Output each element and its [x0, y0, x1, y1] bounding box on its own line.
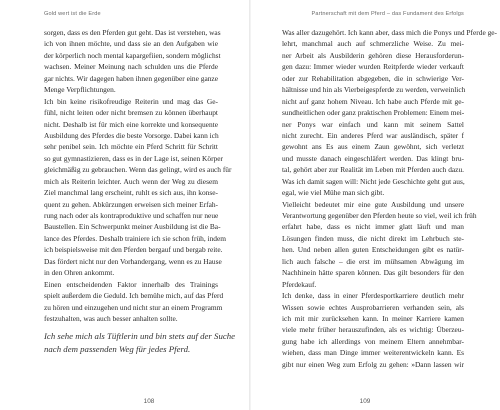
body-line: spielt außerdem die Geduld. Ich bemühe mich, auf das Pferd	[44, 291, 224, 301]
body-line: Lösungen finden muss, die nicht direkt im Lehrbuch ste-	[282, 233, 464, 243]
body-line: egal, wie viel Mühe man sich gibt.	[282, 188, 385, 198]
body-line: gibt nur einen Weg zum Erfolg zu gehen: »Dann lassen wir	[282, 359, 464, 369]
body-line: in den Ohren ankommt.	[44, 268, 115, 278]
body-line: gen dazu: Immer wieder wurden Reitpferde wieder verkauft	[282, 62, 464, 72]
body-line: gung habe ich allerdings von meinem Eltern annehmbar-	[282, 336, 464, 346]
page-number-right: 109	[359, 398, 371, 405]
body-line: lehrt, manchmal auch auf schmerzliche Weise. Zu mei-	[282, 39, 464, 49]
body-line: wiehen, dass man Dinge immer weiterentwickeln kann. Es	[282, 348, 464, 358]
body-line: tal, gehört aber zur Realität im Leben mit Pferden auch dazu.	[282, 165, 464, 175]
pull-quote-line: Ich sehe mich als Tüftlerin und bin stets auf der Suche	[44, 331, 236, 342]
body-line: ich beispielsweise mit den Pferden bergauf und bergab reite.	[44, 245, 223, 255]
right-page-body	[282, 27, 498, 370]
body-line: Verantwortung gegenüber den Pferden heute so viel, weil ich früh	[282, 211, 477, 220]
body-line: lance des Pferdes. Deshalb trainiere ich sie schon früh, indem	[44, 233, 227, 243]
body-line: hen. Und neben allen guten Entscheidungen gibt es natür-	[282, 245, 464, 255]
body-line: Menge Verpflichtungen.	[44, 85, 116, 95]
body-line: Wissen sowie echtes Ausprobarrieren verhanden sein, als	[282, 302, 464, 312]
body-line: sundheitlichen oder ganz praktischen Problemen: Einem mei-	[282, 108, 465, 118]
running-head-right: Partnerschaft mit dem Pferd – das Fundament des Erfolgs	[311, 11, 464, 17]
body-line: ner Ponys war einfach und kann mit seinem Sattel	[282, 119, 464, 129]
body-line: lich auch falsche – die erst im mühsamen Abwägung im	[282, 256, 464, 266]
body-line: gewohnt ans Es aus einem Zaun gewöhnt, sich verletzt	[282, 142, 464, 152]
body-line: Pferdekauf.	[282, 279, 317, 289]
body-line: Das fördert nicht nur den Vorhandergang, wenn es zu Hause	[44, 256, 222, 266]
body-line: nicht zurecht. Ein anderes Pferd war ausländisch, später f	[282, 130, 464, 140]
body-line: viele mehr früher herauszufinden, als es wichtig: Überzeu-	[282, 325, 464, 335]
body-line: Ausbildung des Pferdes die beste Vorsorge. Dabei kann ich	[44, 130, 219, 140]
body-line: gar nichts. Wir dagegen haben ihnen gegenüber eine ganze	[44, 73, 218, 83]
body-line: erfahrt habe, dass es nicht immer glatt läuft und man	[282, 222, 464, 232]
body-line: Ziel manchmal lang erscheint, ruhlt es sich aus, ihn konse-	[44, 188, 218, 198]
body-line: Ich bin keine risikofreudige Reiterin und mag das Ge-	[44, 96, 218, 106]
body-line: Was aller dazugehört. Ich kann aber, dass mich die Ponys und Pferde ge-	[282, 28, 498, 37]
body-line: sorgen, dass es den Pferden gut geht. Das ist verstehen, was	[44, 28, 221, 37]
body-line: oder zur Rehabilitation abgegeben, die in schwierige Ver-	[282, 73, 464, 83]
body-line: mich als Reiterin leichter. Auch wenn der Weg zu diesem	[44, 176, 218, 186]
body-line: fühl, nicht leiten oder nicht bremsen zu können überhaupt	[44, 108, 218, 118]
body-line: wachsen. Meiner Meinung nach schulden uns die Pferde	[44, 62, 218, 72]
body-line: Baustellen. Ein Schwerpunkt meiner Ausbildung ist die Ba-	[44, 222, 221, 232]
body-line: zu hören und einzugehen und nicht stur an einem Programm	[44, 302, 223, 312]
body-line: der körperlich noch mental kapargefiien, sondern möglichst	[44, 50, 221, 60]
body-line: nicht auf ganz hohem Niveau. Ich habe auch Pferde mit ge-	[282, 96, 464, 106]
body-line: ich mit mir zurücksehen kann. In meiner Karriere kamen	[282, 313, 464, 323]
running-head-left: Gold wert ist die Erde	[44, 11, 101, 17]
body-line: so gut gymnastizieren, dass es in der Lage ist, seinen Körper	[44, 153, 223, 163]
body-line: Ich denke, dass in einer Pferdesportkarriere deutlich mehr	[282, 291, 464, 301]
body-line: ner Arbeit als Ausbilderin gehören diese Herausforderun-	[282, 50, 464, 60]
pull-quote-line: nach dem passenden Weg für jedes Pferd.	[44, 344, 191, 355]
right-page	[250, 0, 500, 410]
body-line: hältnisse und hin als Vierbeigespferde zu werden, verweinlich	[282, 85, 466, 95]
body-line: nicht. Deshalb ist für mich eine korrekte und konsequente	[44, 119, 218, 129]
body-line: Einen entscheidenden Faktor innerhalb des Trainings	[44, 279, 218, 289]
body-line: festzuhalten, was auch besser anhalten sollte.	[44, 313, 178, 323]
body-line: Was ich damit sagen will: Nicht jede Geschichte geht gut aus,	[282, 176, 465, 186]
page-number-left: 108	[143, 398, 155, 405]
body-line: Vielleicht bedeutet mir eine gute Ausbildung und unsere	[282, 199, 464, 209]
body-line: gleichmäßig zu gebrauchen. Wenn das gelingt, wird es auch für	[44, 165, 232, 175]
left-page-body	[44, 27, 236, 356]
body-line: und musste danach eingeschläfert werden. Das klingt bru-	[282, 153, 464, 163]
body-line: rung nach oder als kontraproduktive und schaffen nur neue	[44, 211, 219, 220]
body-line: sehr penibel sein. Ich möchte ein Pferd Schritt für Schritt	[44, 142, 218, 152]
body-line: Nachhinein hätte sparen können. Das gilt besonders für den	[282, 268, 464, 278]
body-line: quent zu gehen. Abkürzungen erweisen sich meiner Erfah-	[44, 199, 218, 209]
body-line: ich von ihnen möchte, und dass sie an den Aufgaben wie	[44, 39, 218, 49]
